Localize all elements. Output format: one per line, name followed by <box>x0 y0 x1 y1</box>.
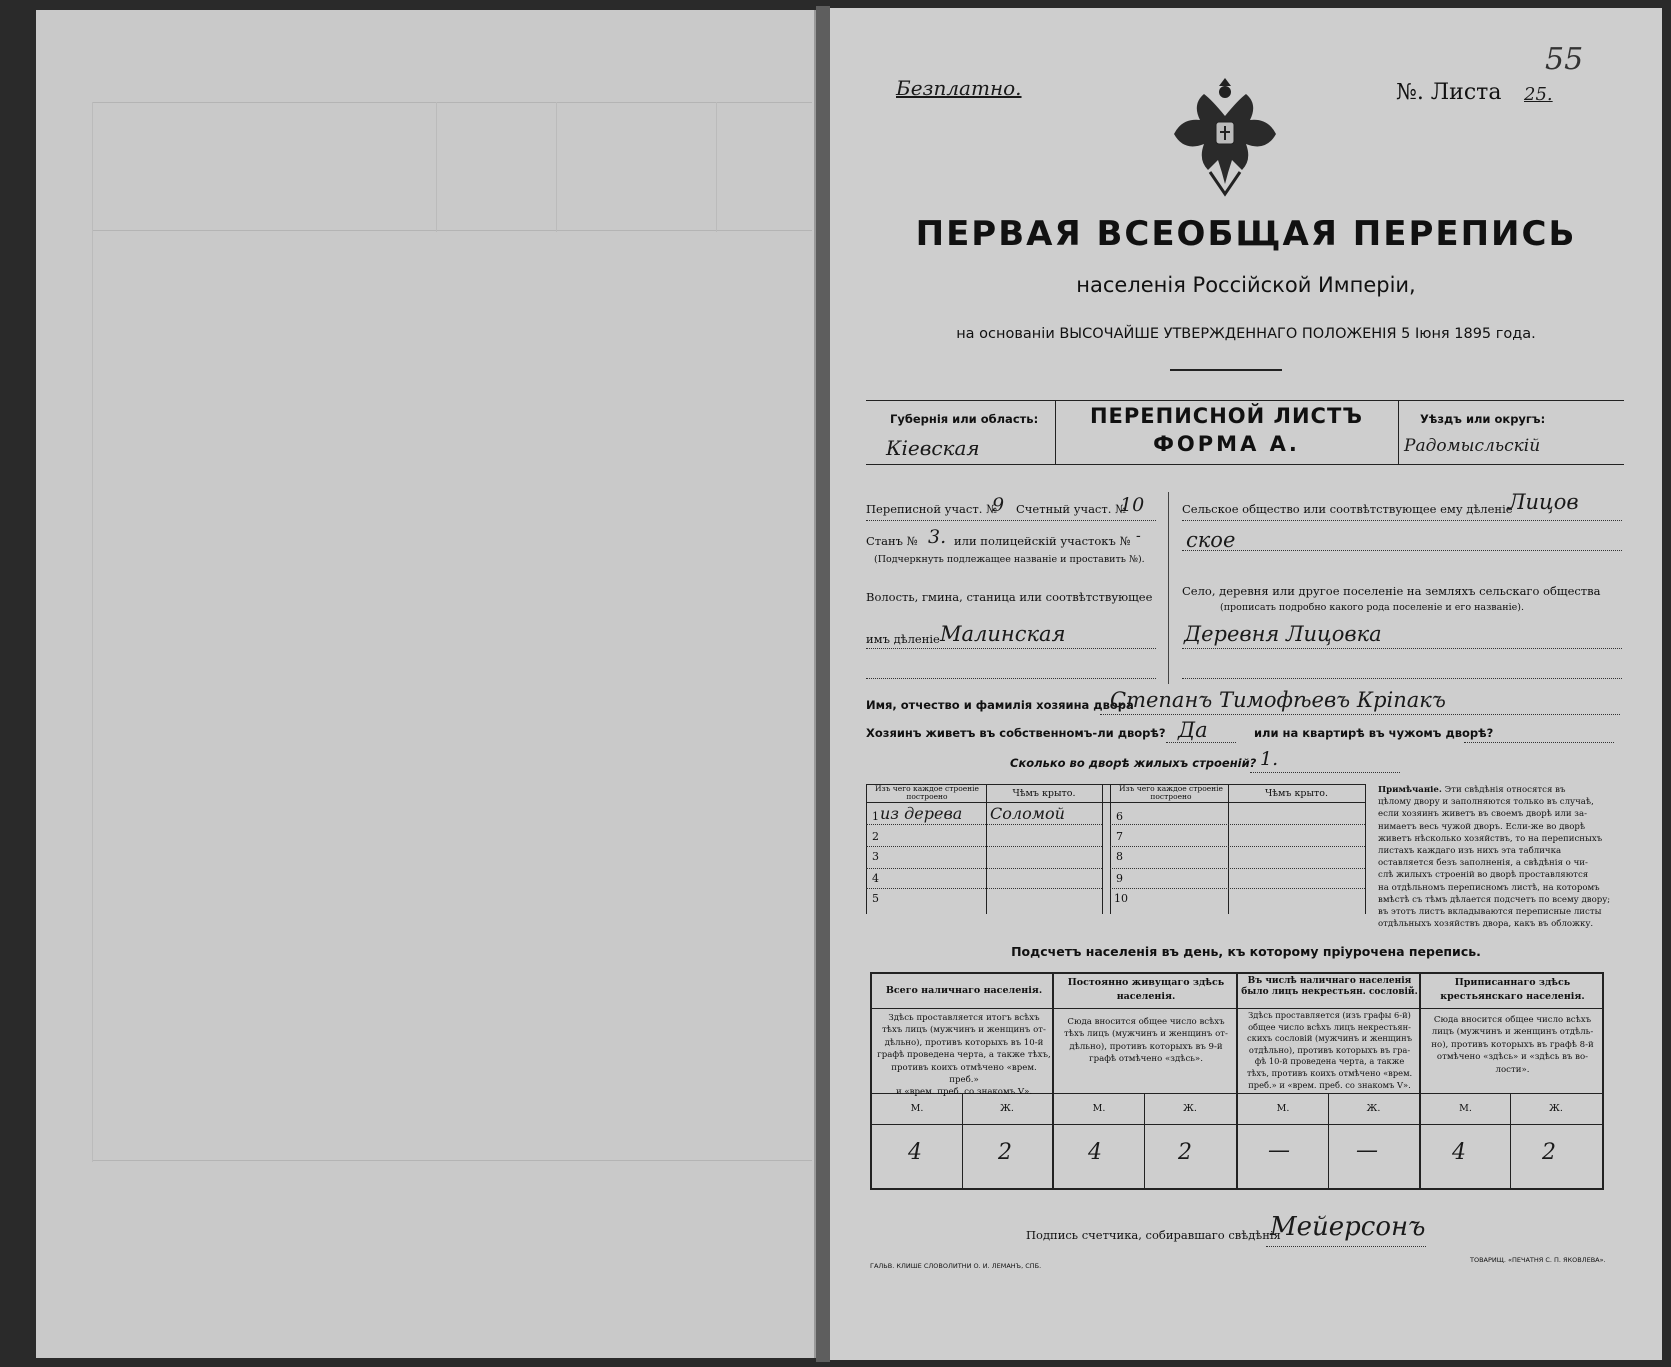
form-header-bottom-rule <box>866 464 1624 465</box>
table-rule <box>866 784 867 914</box>
table-rule <box>1365 784 1366 914</box>
field-line <box>1250 772 1400 773</box>
bleed-through-line <box>92 1160 812 1161</box>
field-line <box>866 648 1156 649</box>
ornament-divider <box>1170 369 1282 371</box>
owner-label: Имя, отчество и фамилія хозяина двора <box>866 698 1134 712</box>
document-subtitle: населенія Россійской Имперіи, <box>1076 273 1416 297</box>
desc-line: Сюда вносится общее число всѣхъ <box>1433 1015 1592 1025</box>
desc-line: тѣхъ, противъ коихъ отмѣчено «врем. <box>1246 1067 1413 1078</box>
province-label: Губернія или область: <box>890 412 1039 426</box>
field-line <box>1464 742 1614 743</box>
bleed-through-vline <box>436 102 437 232</box>
row-number: 5 <box>872 892 879 905</box>
note-line: на отдѣльномъ переписномъ листѣ, на которомъ <box>1378 882 1600 893</box>
note-line: если хозяинъ живетъ въ своемъ дворѣ или за- <box>1378 809 1588 820</box>
note-line: слѣ жилыхъ строеній во дворѣ проставляются <box>1378 870 1589 881</box>
free-label: Безплатно. <box>896 76 1022 100</box>
table-rule <box>1102 784 1103 914</box>
pop-col-desc <box>876 1012 1052 1099</box>
bleed-through-line <box>92 230 812 231</box>
imprint-right: ТОВАРИЩ. «ПЕЧАТНЯ С. П. ЯКОВЛЕВА». <box>1470 1256 1606 1264</box>
male-label: М. <box>1459 1103 1472 1114</box>
material-value: из дерева <box>880 804 963 823</box>
volost-label-2: имъ дѣленіе <box>866 632 940 646</box>
desc-line: графѣ отмѣчено «здѣсь». <box>1089 1054 1203 1065</box>
note-block <box>1378 784 1628 930</box>
desc-line: общее число всѣхъ лицъ некрестьян- <box>1248 1021 1411 1032</box>
volost-label-1: Волость, гмина, станица или соотвѣтствующее <box>866 590 1153 604</box>
note-line: нимаетъ весь чужой дворъ. Если-же во дворѣ <box>1378 821 1586 832</box>
form-header-top-rule <box>866 400 1624 401</box>
desc-line: тѣхъ лицъ (мужчинъ и женщинъ от- <box>882 1025 1046 1036</box>
note-text: Эти свѣдѣнія относятся въ <box>1444 785 1566 795</box>
pop-col-header: Постоянно живущаго здѣсь населенія. <box>1067 977 1225 1002</box>
note-title: Примѣчаніе. <box>1378 785 1442 795</box>
population-title: Подсчетъ населенія въ день, къ которому пріурочена перепись. <box>1011 944 1481 959</box>
registered-female-value: 2 <box>1542 1140 1556 1165</box>
table-rule <box>1052 974 1054 1188</box>
signature-label: Подпись счетчика, собиравшаго свѣдѣнія <box>1026 1228 1281 1242</box>
population-table <box>870 972 1604 1190</box>
village-label: Село, деревня или другое поселеніе на земляхъ сельскаго общества <box>1182 584 1601 598</box>
sheet-number-value: 25. <box>1524 84 1553 105</box>
pop-col-header: Въ числѣ наличнаго населенія было лицъ некрестьян. сословій. <box>1241 976 1418 997</box>
field-line <box>1166 742 1236 743</box>
note-line: отдѣльныхъ хозяйствъ двора, какъ въ обложку. <box>1378 919 1594 930</box>
form-title: ПЕРЕПИСНОЙ ЛИСТЪ <box>1089 404 1363 428</box>
field-line <box>866 678 1156 679</box>
village-value: Деревня Лицовка <box>1184 622 1382 646</box>
table-rule <box>866 802 1366 803</box>
desc-line: Здѣсь проставляется (изъ графы 6-й) <box>1248 1010 1411 1020</box>
field-line <box>1182 678 1622 679</box>
table-rule <box>1110 784 1111 914</box>
desc-line: лости». <box>1495 1064 1530 1075</box>
desc-line: противъ коихъ отмѣчено «врем. преб.» <box>891 1062 1037 1086</box>
left-page-blank <box>36 10 816 1358</box>
census-section-value: 9 <box>992 494 1005 516</box>
row-number: 1 <box>872 810 879 823</box>
field-line <box>1182 550 1622 551</box>
count-section-label: Счетный участ. № <box>1016 502 1126 516</box>
row-line <box>866 846 1102 847</box>
column-divider <box>1168 492 1169 684</box>
male-label: М. <box>1092 1103 1106 1114</box>
row-line <box>1110 888 1365 889</box>
rented-label: или на квартирѣ въ чужомъ дворѣ? <box>1254 726 1494 740</box>
row-line <box>866 868 1102 869</box>
imprint-left: ГАЛЬВ. КЛИШЕ СЛОВОЛИТНИ О. И. ЛЕМАНЪ, СПБ. <box>870 1262 1042 1270</box>
col-roof-header: Чѣмъ крыто. <box>1264 788 1329 799</box>
field-line <box>1182 648 1622 649</box>
row-number: 8 <box>1116 850 1123 863</box>
registered-male-value: 4 <box>1452 1140 1466 1165</box>
row-number: 2 <box>872 830 879 843</box>
note-line: листахъ каждаго изъ нихъ эта табличка <box>1378 846 1562 857</box>
row-line <box>866 824 1102 825</box>
stan-value: 3. <box>928 526 947 548</box>
desc-line: отдѣльно), противъ которыхъ въ гра- <box>1248 1044 1411 1055</box>
desc-line: графѣ проведена черта, а также тѣхъ, <box>877 1050 1051 1061</box>
col-roof-header: Чѣмъ крыто. <box>1012 788 1076 799</box>
row-line <box>1110 824 1365 825</box>
table-rule <box>1228 784 1229 914</box>
stan-label: Станъ № <box>866 534 918 548</box>
desc-line: дѣльно), противъ которыхъ въ 9-й <box>1069 1041 1223 1052</box>
col-material-header: Изъ чего каждое строеніе построено <box>875 784 979 801</box>
female-label: Ж. <box>1000 1103 1014 1114</box>
male-label: М. <box>1276 1103 1290 1114</box>
desc-line: скихъ сословій (мужчинъ и женщинъ <box>1247 1033 1412 1044</box>
own-yard-label: Хозяинъ живетъ въ собственномъ-ли дворѣ? <box>866 726 1166 740</box>
society-value-1: Лицов <box>1508 490 1579 514</box>
resident-male-value: 4 <box>1088 1140 1102 1165</box>
table-rule <box>1236 974 1238 1188</box>
field-line <box>866 520 1156 521</box>
district-value: Радомысльскій <box>1404 436 1541 456</box>
bleed-through-vline <box>716 102 717 232</box>
form-header-divider <box>1398 400 1399 464</box>
row-number: 9 <box>1116 872 1123 885</box>
note-line: цѣлому двору и заполняются только въ случаѣ, <box>1378 797 1594 808</box>
province-value: Кіевская <box>886 436 980 460</box>
archive-page-number: 55 <box>1545 42 1584 77</box>
buildings-count-label: Сколько во дворѣ жилыхъ строеній? <box>1010 756 1257 770</box>
female-label: Ж. <box>1549 1103 1563 1114</box>
desc-line: но), противъ которыхъ въ графѣ 8-й <box>1431 1039 1594 1050</box>
underline-note: (Подчеркнуть подлежащее названіе и проставить №). <box>874 554 1145 565</box>
field-line <box>1182 520 1622 521</box>
note-line-0 <box>1378 784 1628 796</box>
document-title: ПЕРВАЯ ВСЕОБЩАЯ ПЕРЕПИСЬ <box>915 214 1577 254</box>
total-female-value: 2 <box>998 1140 1012 1165</box>
row-number: 3 <box>872 850 879 863</box>
signature-value: Мейерсонъ <box>1270 1212 1426 1242</box>
desc-line: и «врем. преб. со знакомъ V». <box>895 1087 1033 1098</box>
pop-col-desc <box>1240 1010 1419 1091</box>
row-number: 10 <box>1114 892 1128 905</box>
desc-line: лицъ (мужчинъ и женщинъ отдѣль- <box>1431 1027 1594 1038</box>
desc-line: Здѣсь проставляется итогъ всѣхъ <box>888 1013 1040 1023</box>
volost-value: Малинская <box>940 622 1066 646</box>
field-line <box>1266 1246 1426 1247</box>
book-gutter <box>816 6 830 1362</box>
village-note: (прописать подробно какого рода поселеніе и его названіе). <box>1220 602 1524 613</box>
row-line <box>1110 846 1365 847</box>
society-value-2: ское <box>1186 528 1236 552</box>
non-peasant-male-value: — <box>1268 1138 1290 1163</box>
district-label: Уѣздъ или округъ: <box>1420 412 1546 426</box>
census-section-label: Переписной участ. № <box>866 502 997 516</box>
female-label: Ж. <box>1183 1103 1197 1114</box>
buildings-table <box>866 784 1366 914</box>
form-subtitle: ФОРМА А. <box>1153 432 1300 456</box>
bleed-through-vline <box>556 102 557 232</box>
society-label: Сельское общество или соотвѣтствующее ему дѣленіе <box>1182 502 1513 516</box>
row-number: 4 <box>872 872 879 885</box>
resident-female-value: 2 <box>1178 1140 1192 1165</box>
col-material-header: Изъ чего каждое строеніе построено <box>1119 784 1223 801</box>
desc-line: фѣ 10-й проведена черта, а также <box>1254 1056 1405 1067</box>
pop-col-desc <box>1423 1014 1602 1076</box>
census-form-page <box>830 8 1662 1360</box>
total-male-value: 4 <box>908 1140 922 1165</box>
desc-line: преб.» и «врем. преб. со знакомъ V». <box>1248 1079 1411 1090</box>
pop-col-header: Всего наличнаго населенія. <box>885 985 1043 996</box>
male-label: М. <box>910 1103 924 1114</box>
note-line: живетъ нѣсколько хозяйствъ, то на переписныхъ <box>1378 833 1603 844</box>
pop-col-header: Приписаннаго здѣсь крестьянскаго населенія. <box>1440 977 1585 1002</box>
table-rule <box>986 784 987 914</box>
bleed-through-line <box>92 102 812 103</box>
bleed-through-vline <box>92 102 93 1162</box>
roof-value: Соломой <box>990 804 1065 823</box>
legal-basis: на основаніи ВЫСОЧАЙШЕ УТВЕРЖДЕННАГО ПОЛОЖЕНІЯ 5 Іюня 1895 года. <box>956 326 1536 342</box>
desc-line: Сюда вносится общее число всѣхъ <box>1067 1017 1225 1027</box>
table-rule <box>1419 974 1421 1188</box>
police-section-value: - <box>1136 528 1141 544</box>
row-line <box>866 888 1102 889</box>
note-line: въ этотъ листъ вкладываются переписные листы <box>1378 907 1602 918</box>
note-line: вмѣстѣ съ тѣмъ дѣлается подсчетъ по всему двору; <box>1378 894 1611 905</box>
female-label: Ж. <box>1366 1103 1381 1114</box>
count-section-value: 10 <box>1120 494 1145 516</box>
row-number: 7 <box>1116 830 1123 843</box>
buildings-count-value: 1. <box>1260 748 1279 770</box>
desc-line: дѣльно), противъ которыхъ въ 10-й <box>884 1037 1044 1048</box>
note-line: оставляется безъ заполненія, а свѣдѣнія о чи- <box>1378 858 1588 869</box>
sheet-number-label: №. Листа <box>1396 80 1502 105</box>
desc-line: отмѣчено «здѣсь» и «здѣсь въ во- <box>1436 1052 1589 1063</box>
own-yard-value: Да <box>1178 718 1208 742</box>
desc-line: тѣхъ лицъ (мужчинъ и женщинъ от- <box>1064 1029 1228 1040</box>
pop-col-desc <box>1056 1016 1236 1066</box>
row-line <box>1110 868 1365 869</box>
owner-value: Степанъ Тимофѣевъ Кріпакъ <box>1110 688 1446 712</box>
field-line <box>1100 714 1620 715</box>
row-number: 6 <box>1116 810 1123 823</box>
non-peasant-female-value: — <box>1356 1138 1378 1163</box>
police-section-label: или полицейскій участокъ № <box>954 534 1131 548</box>
imperial-eagle-emblem <box>1170 72 1280 200</box>
